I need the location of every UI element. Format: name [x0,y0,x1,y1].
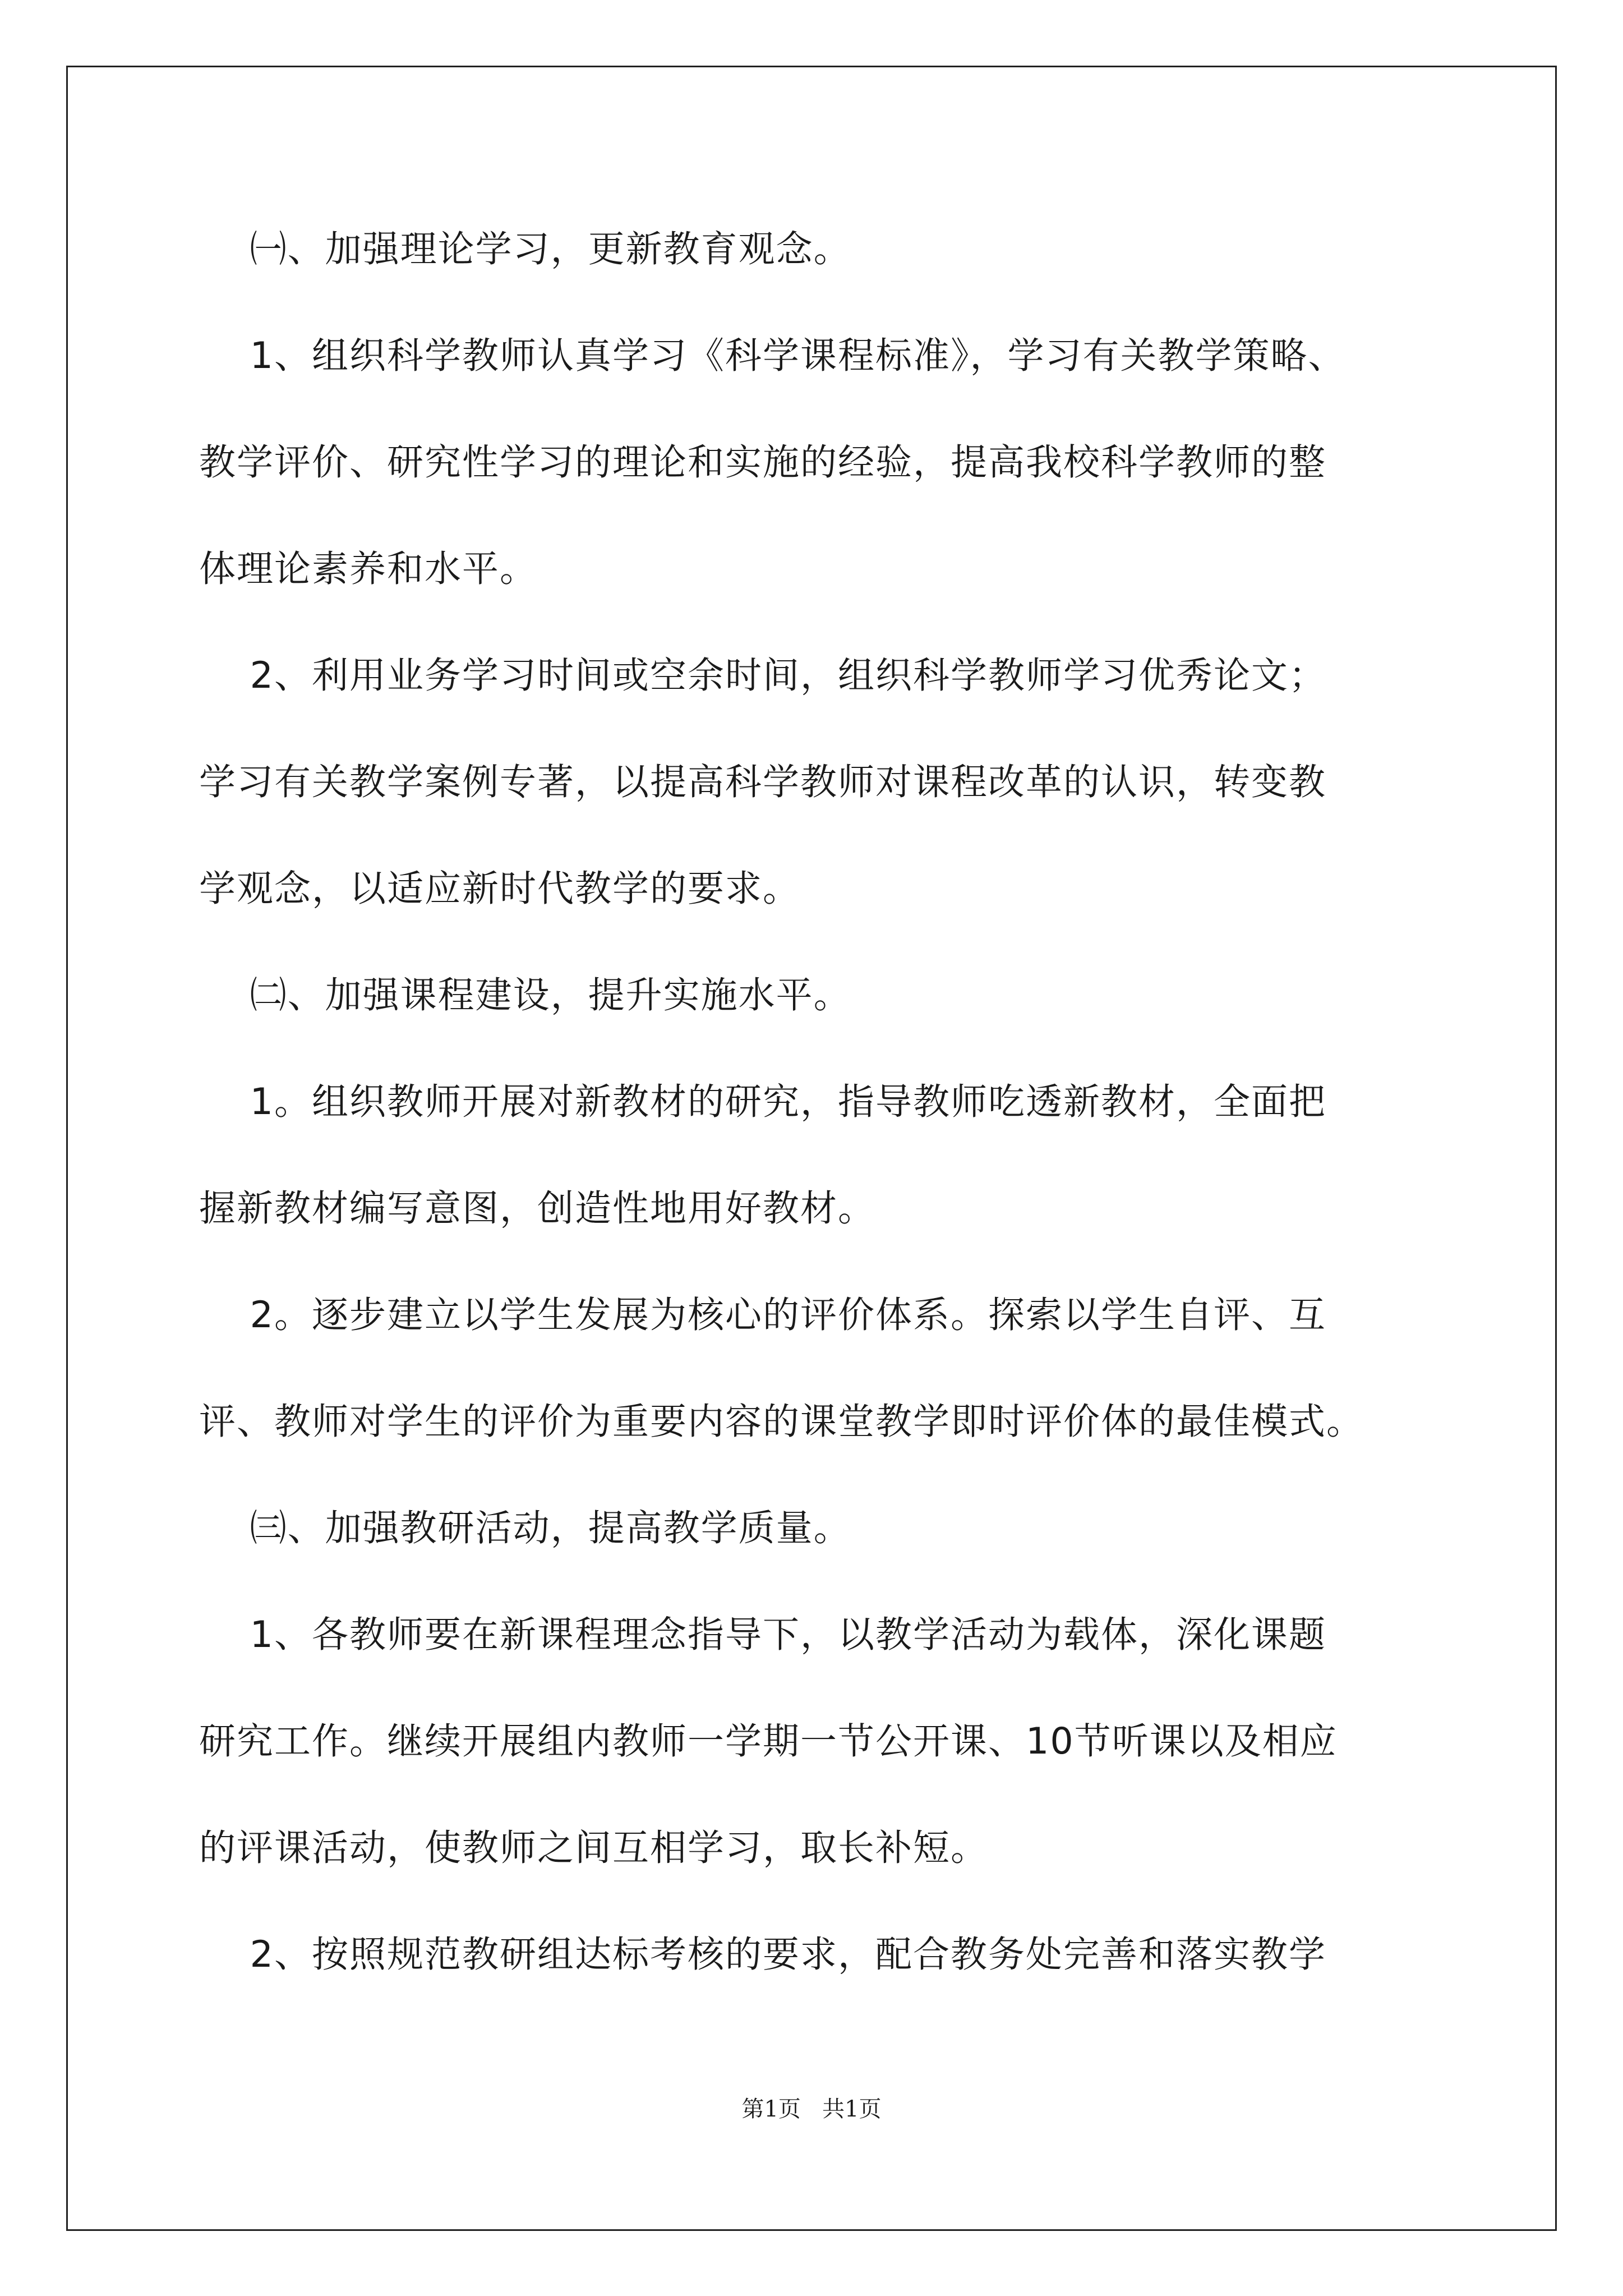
paragraph-line: 教学评价、研究性学习的理论和实施的经验，提高我校科学教师的整 [199,441,1327,484]
paragraph-line: 2。逐步建立以学生发展为核心的评价体系。探索以学生自评、互 [199,1294,1327,1336]
paragraph-line: 体理论素养和水平。 [199,548,538,590]
paragraph-line: 1、组织科学教师认真学习《科学课程标准》，学习有关教学策略、 [199,335,1346,377]
heading-2: ㈡、加强课程建设，提升实施水平。 [199,974,851,1016]
paragraph-line: 1。组织教师开展对新教材的研究，指导教师吃透新教材，全面把 [199,1081,1327,1123]
paragraph-line: 1、各教师要在新课程理念指导下，以教学活动为载体，深化课题 [199,1614,1327,1656]
paragraph-line: 研究工作。继续开展组内教师一学期一节公开课、10节听课以及相应 [199,1720,1338,1763]
heading-1: ㈠、加强理论学习，更新教育观念。 [199,228,851,270]
page-number-footer: 第1页 共1页 [741,2096,882,2122]
paragraph-line: 的评课活动，使教师之间互相学习，取长补短。 [199,1827,989,1869]
paragraph-line: 握新教材编写意图，创造性地用好教材。 [199,1188,876,1230]
paragraph-line: 学观念，以适应新时代教学的要求。 [199,868,801,910]
paragraph-line: 2、利用业务学习时间或空余时间，组织科学教师学习优秀论文； [199,655,1327,697]
paragraph-line: 评、教师对学生的评价为重要内容的课堂教学即时评价体的最佳模式。 [199,1401,1364,1443]
heading-3: ㈢、加强教研活动，提高教学质量。 [199,1507,851,1549]
paragraph-line: 学习有关教学案例专著，以提高科学教师对课程改革的认识，转变教 [199,761,1327,803]
paragraph-line: 2、按照规范教研组达标考核的要求，配合教务处完善和落实教学 [199,1934,1327,1976]
page-border [66,66,1557,2231]
